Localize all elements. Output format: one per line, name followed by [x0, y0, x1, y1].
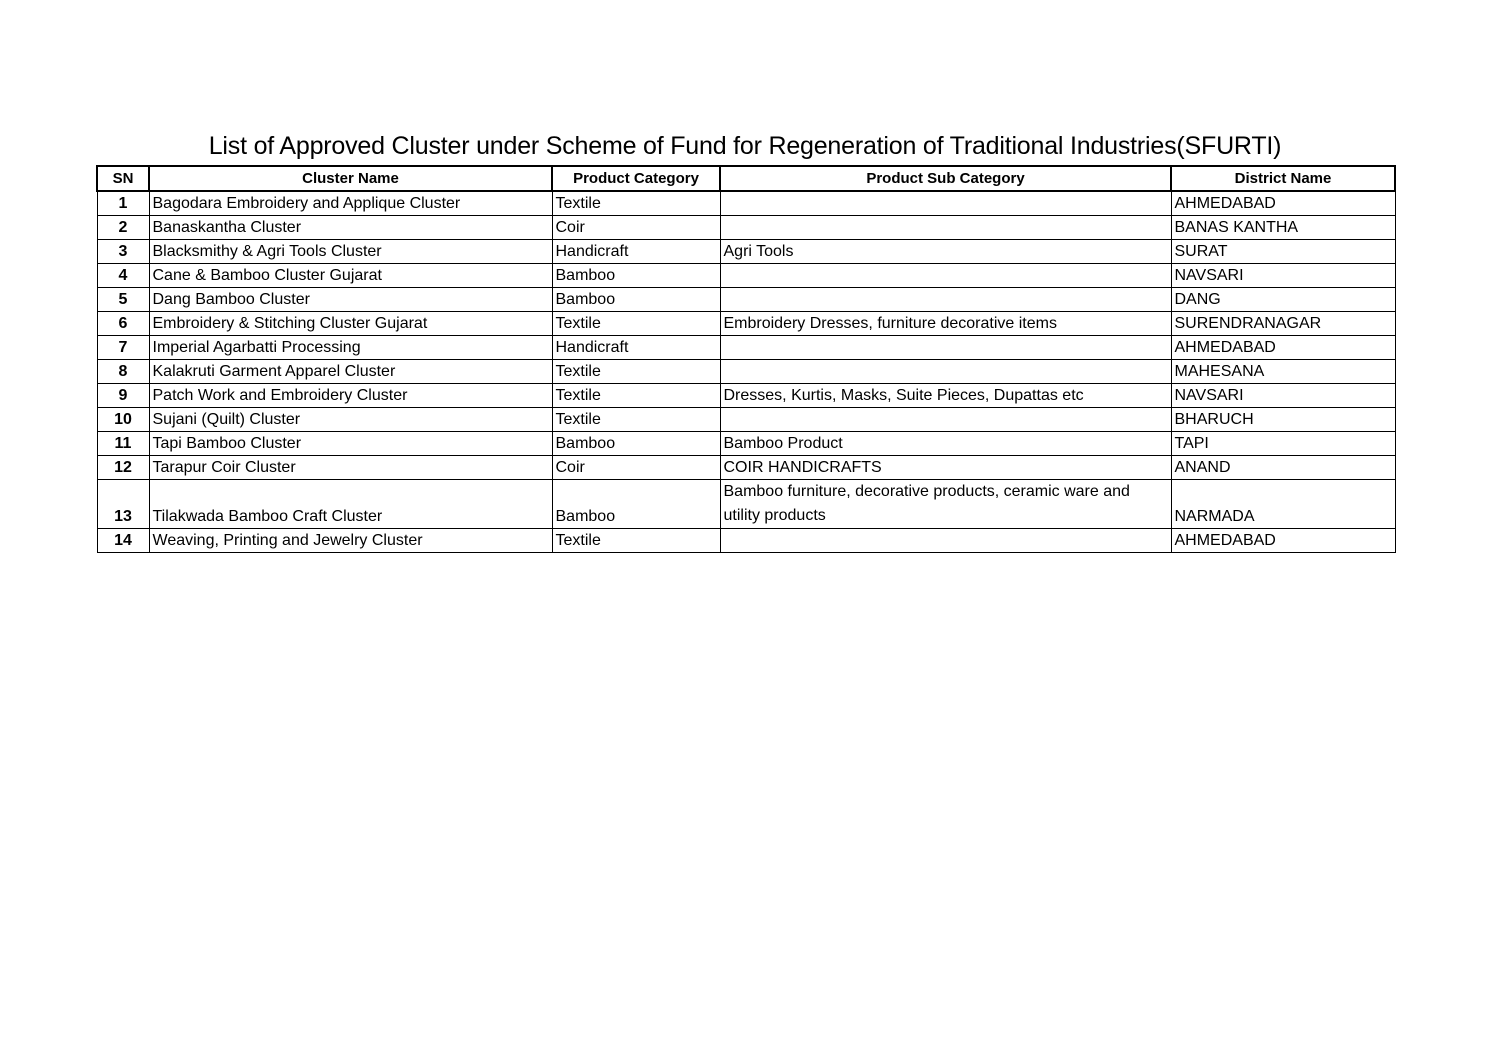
cell-product-category: Bamboo: [552, 288, 720, 312]
cell-product-sub-category: Embroidery Dresses, furniture decorative items: [720, 312, 1171, 336]
column-header-district-name: District Name: [1171, 166, 1395, 191]
table-header-row: [97, 166, 1395, 191]
table-row: [97, 336, 1395, 360]
cell-product-category: Coir: [552, 216, 720, 240]
cell-cluster-name: Kalakruti Garment Apparel Cluster: [149, 360, 552, 384]
table-row: [97, 264, 1395, 288]
cell-cluster-name: Tilakwada Bamboo Craft Cluster: [149, 480, 552, 529]
cell-district-name: BANAS KANTHA: [1171, 216, 1395, 240]
cell-cluster-name: Embroidery & Stitching Cluster Gujarat: [149, 312, 552, 336]
cell-product-sub-category: [720, 264, 1171, 288]
cell-district-name: TAPI: [1171, 432, 1395, 456]
cell-sn: 7: [97, 336, 149, 360]
cell-product-sub-category: Dresses, Kurtis, Masks, Suite Pieces, Dupattas etc: [720, 384, 1171, 408]
cell-sn: 2: [97, 216, 149, 240]
cell-sn: 1: [97, 191, 149, 216]
column-header-product-category: Product Category: [552, 166, 720, 191]
cell-cluster-name: Bagodara Embroidery and Applique Cluster: [149, 191, 552, 216]
cell-cluster-name: Cane & Bamboo Cluster Gujarat: [149, 264, 552, 288]
column-header-product-sub-category: Product Sub Category: [720, 166, 1171, 191]
cell-product-sub-category: COIR HANDICRAFTS: [720, 456, 1171, 480]
cluster-table: [96, 165, 1396, 553]
cell-sn: 14: [97, 529, 149, 553]
table-row: [97, 529, 1395, 553]
cell-sn: 6: [97, 312, 149, 336]
table-row: [97, 360, 1395, 384]
cell-cluster-name: Tarapur Coir Cluster: [149, 456, 552, 480]
cell-product-category: Bamboo: [552, 264, 720, 288]
cell-sn: 8: [97, 360, 149, 384]
cell-product-category: Handicraft: [552, 336, 720, 360]
cell-product-sub-category: [720, 360, 1171, 384]
table-row: [97, 456, 1395, 480]
cell-product-category: Textile: [552, 360, 720, 384]
cell-district-name: SURENDRANAGAR: [1171, 312, 1395, 336]
cell-product-sub-category: Agri Tools: [720, 240, 1171, 264]
cell-product-category: Textile: [552, 312, 720, 336]
cell-sn: 11: [97, 432, 149, 456]
page-title: List of Approved Cluster under Scheme of Fund for Regeneration of Traditional Industries(SFURTI): [208, 132, 1282, 160]
cell-product-sub-category: [720, 288, 1171, 312]
column-header-cluster-name: Cluster Name: [149, 166, 552, 191]
table-row: [97, 312, 1395, 336]
cell-cluster-name: Tapi Bamboo Cluster: [149, 432, 552, 456]
cell-product-sub-category: [720, 191, 1171, 216]
table-row: [97, 480, 1395, 529]
cell-district-name: AHMEDABAD: [1171, 529, 1395, 553]
cell-district-name: SURAT: [1171, 240, 1395, 264]
cell-product-category: Handicraft: [552, 240, 720, 264]
cell-sn: 10: [97, 408, 149, 432]
table-row: [97, 240, 1395, 264]
table-row: [97, 432, 1395, 456]
cell-product-category: Textile: [552, 529, 720, 553]
cell-district-name: NARMADA: [1171, 480, 1395, 529]
cell-product-category: Bamboo: [552, 480, 720, 529]
table-row: [97, 384, 1395, 408]
cell-product-category: Bamboo: [552, 432, 720, 456]
cell-district-name: DANG: [1171, 288, 1395, 312]
table-row: [97, 216, 1395, 240]
cell-cluster-name: Sujani (Quilt) Cluster: [149, 408, 552, 432]
cell-district-name: AHMEDABAD: [1171, 336, 1395, 360]
cell-district-name: BHARUCH: [1171, 408, 1395, 432]
table-row: [97, 288, 1395, 312]
cell-cluster-name: Imperial Agarbatti Processing: [149, 336, 552, 360]
cell-sn: 13: [97, 480, 149, 529]
cell-district-name: NAVSARI: [1171, 384, 1395, 408]
cell-product-category: Textile: [552, 408, 720, 432]
cell-cluster-name: Dang Bamboo Cluster: [149, 288, 552, 312]
cell-cluster-name: Blacksmithy & Agri Tools Cluster: [149, 240, 552, 264]
cell-district-name: MAHESANA: [1171, 360, 1395, 384]
cell-cluster-name: Patch Work and Embroidery Cluster: [149, 384, 552, 408]
cell-product-sub-category: Bamboo furniture, decorative products, ceramic ware and utility products: [720, 480, 1171, 529]
cell-district-name: AHMEDABAD: [1171, 191, 1395, 216]
cell-product-sub-category: [720, 408, 1171, 432]
cell-district-name: ANAND: [1171, 456, 1395, 480]
cell-product-category: Textile: [552, 191, 720, 216]
cell-product-category: Coir: [552, 456, 720, 480]
cell-product-sub-category: [720, 336, 1171, 360]
cell-product-sub-category: Bamboo Product: [720, 432, 1171, 456]
table-row: [97, 408, 1395, 432]
cell-sn: 9: [97, 384, 149, 408]
cell-sn: 3: [97, 240, 149, 264]
cell-district-name: NAVSARI: [1171, 264, 1395, 288]
cell-sn: 5: [97, 288, 149, 312]
cell-cluster-name: Weaving, Printing and Jewelry Cluster: [149, 529, 552, 553]
cell-product-sub-category: [720, 216, 1171, 240]
cell-product-category: Textile: [552, 384, 720, 408]
table-row: [97, 191, 1395, 216]
column-header-sn: SN: [97, 166, 149, 191]
cell-sn: 4: [97, 264, 149, 288]
cell-product-sub-category: [720, 529, 1171, 553]
cell-cluster-name: Banaskantha Cluster: [149, 216, 552, 240]
cell-sn: 12: [97, 456, 149, 480]
